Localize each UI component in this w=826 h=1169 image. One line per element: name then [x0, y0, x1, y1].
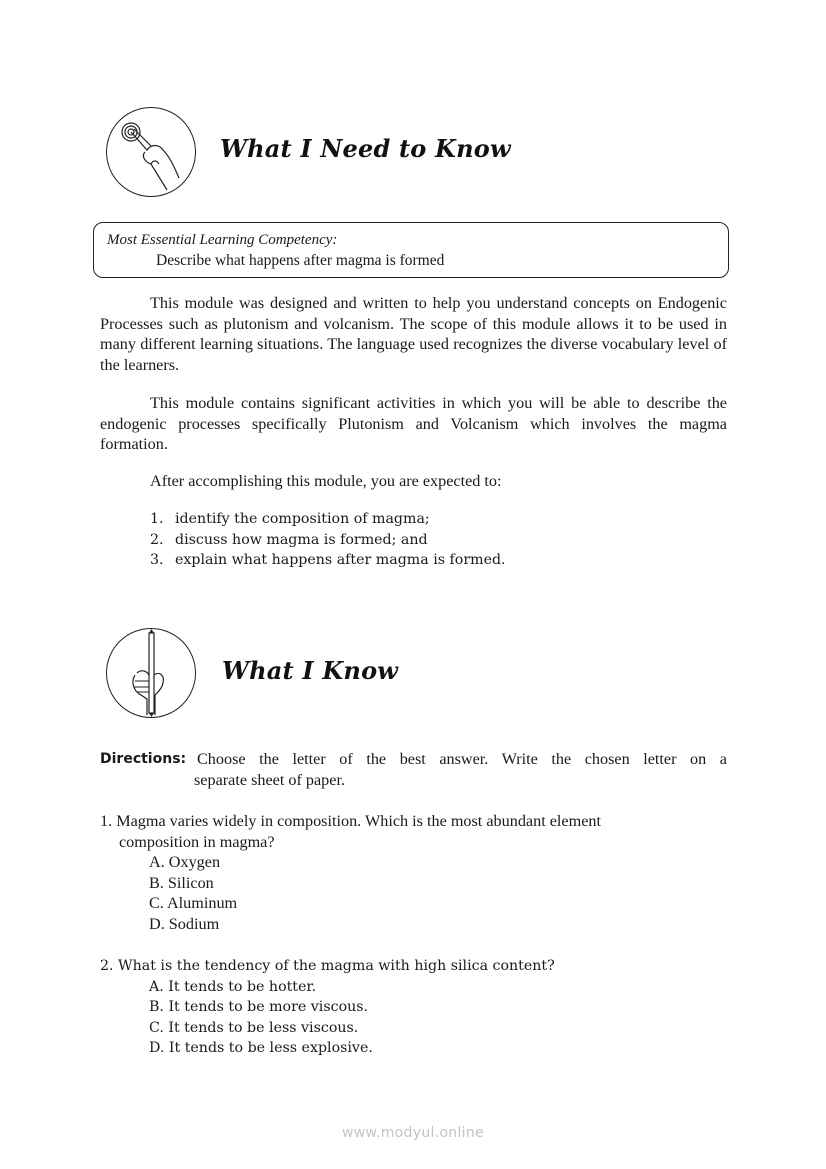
objective-item	[150, 550, 506, 571]
hand-holding-pencil-icon	[106, 628, 196, 718]
intro-paragraph-2: This module contains significant activities in which you will be able to describe the endogenic processes specifically Plutonism and Volcanism which involves the magma formation.	[100, 394, 727, 454]
hand-holding-pencil-icon-graphic	[107, 629, 195, 717]
objective-item	[150, 530, 506, 551]
question-stem: 2. What is the tendency of the magma with high silica content?	[100, 958, 555, 974]
competency-text: Describe what happens after magma is formed	[156, 252, 445, 269]
answer-choice-d: D. Sodium	[149, 914, 220, 933]
objective-number: 2.	[150, 531, 164, 548]
answer-choice-c: C. Aluminum	[149, 894, 238, 913]
directions-text-continued: separate sheet of paper.	[194, 771, 346, 789]
answer-choice-a: A. Oxygen	[149, 853, 221, 872]
directions-text: Choose the letter of the best answer. Write the chosen letter on a	[197, 750, 727, 768]
answer-choice-a: A. It tends to be hotter.	[149, 978, 317, 995]
intro-paragraph-1: This module was designed and written to help you understand concepts on Endogenic Processes such as plutonism and volcanism. The scope of this module allows it to be used in many different learning situations. The language used recognizes the diverse vocabulary level of the learners.	[100, 294, 727, 374]
question-stem-continued: composition in magma?	[119, 832, 275, 851]
pointing-hand-icon	[106, 107, 196, 197]
section-title-what-i-need-to-know: What I Need to Know	[220, 134, 511, 163]
question-2	[100, 956, 555, 1059]
competency-label: Most Essential Learning Competency:	[107, 232, 338, 248]
objective-text: explain what happens after magma is formed.	[175, 552, 506, 569]
watermark: www.modyul.online	[342, 1125, 484, 1141]
answer-choice-b: B. It tends to be more viscous.	[149, 999, 369, 1016]
directions-label: Directions:	[100, 751, 187, 767]
answer-choice-c: C. It tends to be less viscous.	[149, 1019, 359, 1036]
objective-text: discuss how magma is formed; and	[175, 531, 428, 548]
answer-choice-b: B. Silicon	[149, 873, 214, 892]
answer-choice-d: D. It tends to be less explosive.	[149, 1040, 373, 1057]
objective-text: identify the composition of magma;	[175, 511, 430, 527]
objective-number: 3.	[150, 552, 164, 569]
objective-item	[150, 509, 506, 530]
intro-paragraph-3: After accomplishing this module, you are expected to:	[150, 472, 502, 490]
question-1	[100, 811, 601, 935]
pointing-hand-icon-graphic	[107, 108, 195, 196]
objective-number: 1.	[150, 511, 164, 527]
objectives-list	[150, 509, 506, 571]
question-stem: 1. Magma varies widely in composition. Which is the most abundant element	[100, 812, 601, 830]
section-title-what-i-know: What I Know	[222, 656, 399, 685]
competency-box	[93, 222, 729, 278]
